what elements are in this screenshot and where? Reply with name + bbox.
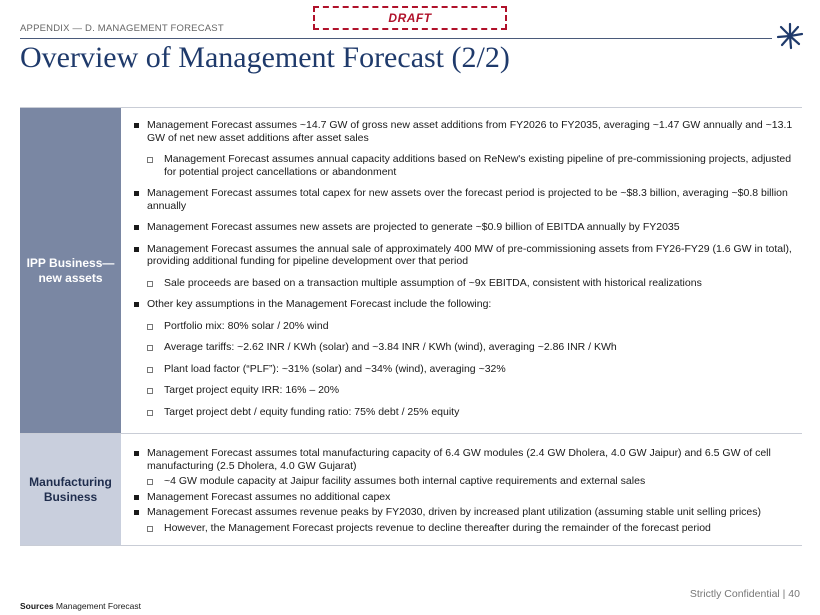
sub-bullet-item: Average tariffs: ~2.62 INR / KWh (solar) and ~3.84 INR / KWh (wind), averaging ~2.86 INR / KWh [131,341,794,354]
company-logo-icon [776,22,804,50]
sub-bullet-item: Sale proceeds are based on a transaction multiple assumption of ~9x EBITDA, consistent with historical realizations [131,277,794,290]
sub-bullet-item: Management Forecast assumes annual capacity additions based on ReNew's existing pipeline of pre-commissioning projects, adjusted for potential project cancellations or abandonment [131,153,794,178]
bullet-item: Management Forecast assumes total capex for new assets over the forecast period is projected to be ~$8.3 billion, averaging ~$0.8 billion annually [131,187,794,212]
sub-bullet-item: ~4 GW module capacity at Jaipur facility assumes both internal captive requirements and external sales [131,475,794,488]
section-header-ipp: IPP Business— new assets [20,108,121,433]
header-rule [20,38,772,39]
section-label: APPENDIX — D. MANAGEMENT FORECAST [20,23,224,34]
sub-bullet-item: Portfolio mix: 80% solar / 20% wind [131,320,794,333]
sub-bullet-item: Target project equity IRR: 16% – 20% [131,384,794,397]
sub-bullet-item: However, the Management Forecast projects revenue to decline thereafter during the remainder of the forecast period [131,522,794,535]
section-header-manufacturing: Manufacturing Business [20,434,121,545]
manufacturing-section [20,433,802,546]
section-body-ipp [121,108,802,433]
bullet-item: Management Forecast assumes ~14.7 GW of gross new asset additions from FY2026 to FY2035, averaging ~1.47 GW annually and ~13.1 GW of net new asset additions after asset sales [131,119,794,144]
ipp-section [20,107,802,433]
bullet-item: Management Forecast assumes no additional capex [131,491,794,504]
forecast-table [20,107,802,546]
sub-bullet-item: Target project debt / equity funding ratio: 75% debt / 25% equity [131,406,794,419]
bullet-item: Other key assumptions in the Management Forecast include the following: [131,298,794,311]
bullet-item: Management Forecast assumes new assets are projected to generate ~$0.9 billion of EBITDA annually by FY2035 [131,221,794,234]
sources-text: Management Forecast [55,601,141,611]
page-title: Overview of Management Forecast (2/2) [20,41,510,74]
draft-label: DRAFT [388,11,432,25]
section-body-manufacturing [121,434,802,545]
bullet-item: Management Forecast assumes revenue peaks by FY2030, driven by increased plant utilization (assuming stable unit selling prices) [131,506,794,519]
bullet-item: Management Forecast assumes total manufacturing capacity of 6.4 GW modules (2.4 GW Dholera, 4.0 GW Jaipur) and 6.5 GW of cell manufacturing (2.5 Dholera, 4.0 GW Gujarat) [131,447,794,472]
bullet-item: Management Forecast assumes the annual sale of approximately 400 MW of pre-commissioning assets from FY26-FY29 (1.6 GW in total), providing additional funding for pipeline development over that period [131,243,794,268]
sub-bullet-item: Plant load factor (“PLF”): ~31% (solar) and ~34% (wind), averaging ~32% [131,363,794,376]
sources-label: Sources [20,601,54,611]
sources-note [20,601,141,611]
draft-stamp [313,6,507,30]
confidential-page-number: Strictly Confidential | 40 [689,588,800,600]
